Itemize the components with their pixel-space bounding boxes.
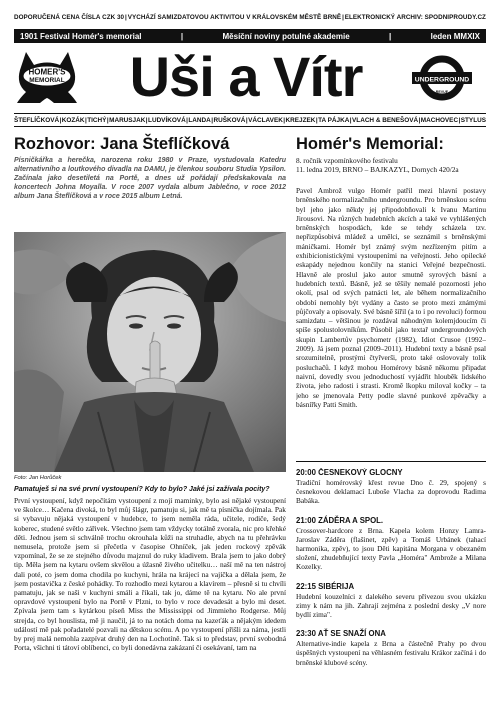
column-divider (296, 461, 486, 462)
interview-photo (14, 232, 286, 472)
nav-item[interactable]: KREJZEK (285, 116, 316, 124)
event-title: 22:15 SIBÉRIJA (296, 581, 355, 591)
contributors-nav (14, 113, 486, 127)
bar-separator: | (180, 31, 184, 41)
festival-venue: 11. ledna 2019, BRNO – BAJKAZYL, Dornych 420/2a (296, 165, 459, 175)
paper-subtitle: Měsíční noviny potulné akademie (222, 31, 350, 41)
nav-separator: | (458, 116, 461, 124)
nav-separator: | (145, 116, 148, 124)
event-item (296, 516, 486, 572)
event-text: Hudební kouzelníci z dalekého severu přivezou svou ukázku zimy k nám na jih. Zahrají zejména z poslední desky „V nore bydlí zima". (296, 591, 486, 620)
nav-separator: | (315, 116, 318, 124)
festival-edition: 8. ročník vzpomínkového festivalu (296, 156, 398, 165)
nav-separator: | (106, 116, 109, 124)
festival-headline: Homér's Memorial: (296, 135, 444, 153)
price-note: DOPORUČENÁ CENA ČÍSLA CZK 30 (14, 14, 125, 21)
nav-separator: | (211, 116, 214, 124)
top-strip (14, 14, 486, 26)
underground-roundel-logo (411, 52, 473, 104)
festival-label: 1901 Festival Homér's memorial (20, 31, 142, 41)
nav-item[interactable]: MACHOVEC (420, 116, 459, 124)
nav-item[interactable]: LANDA (188, 116, 211, 124)
nav-separator: | (283, 116, 286, 124)
nav-item[interactable]: ŠTEFLÍČKOVÁ (14, 116, 60, 124)
nav-item[interactable]: RUŠKOVÁ (213, 116, 246, 124)
nav-item[interactable]: MARUSJAK (109, 116, 146, 124)
nav-item[interactable]: TA PÁJKA (318, 116, 350, 124)
interview-headline: Rozhovor: Jana Šteflíčková (14, 135, 230, 153)
issue-date: leden MMXIX (430, 31, 480, 41)
nav-separator: | (245, 116, 248, 124)
header-bar (14, 29, 486, 43)
event-item (296, 582, 486, 620)
nav-separator: | (59, 116, 62, 124)
event-text: Alternative-indie kapela z Brna a částečně Prahy po dvou úspěšných vystoupení na věhlasném festivalu Krákor začíná i do brněnské klubové scény. (296, 639, 486, 667)
event-program (296, 468, 486, 704)
logo-text-bottom: MEMORIAL (29, 77, 65, 84)
event-title: 21:00 ZÁDĚRA A SPOL. (296, 515, 384, 525)
nav-item[interactable]: VLACH & BENEŠOVÁ (352, 116, 419, 124)
event-item (296, 468, 486, 506)
strip-separator: | (342, 14, 344, 21)
nav-separator: | (418, 116, 421, 124)
archive-note: ELEKTRONICKÝ ARCHIV: SPODNIPROUDY.CZ (344, 14, 486, 21)
event-text: Crossover-hardcore z Brna. Kapela kolem Honzy Lamra- Jaroslav Záděra (flašinet, zpěv) a Tomáš Urbánek (tahací harmonika, zpěv), to jsou Děti kapitána Morgana v obezaném složení, zhudebňující texty Pavla „Homéra" Ambrože a Milana Kozelky. (296, 525, 486, 572)
nav-item[interactable]: LUDVÍKOVÁ (148, 116, 186, 124)
nav-item[interactable]: KOZÁK (61, 116, 85, 124)
roundel-text: UNDERGROUND (414, 76, 470, 84)
interview-body: První vystoupení, když nepočítám vystoupení z mojí maminky, bylo asi nějaké vystoupení ve školce… Kačena divoká, to byl můj šlágr, pamatuju si, jak mě ta písnička dojímala. Pak si vybavuju nějaká vystoupení v hudebce, to jsem neměla ráda, učitele, rodiče, šedý koberec, studené světlo zářivek. Všechno jsem tam vždycky totálně zvorala, nic pro křehké děti. Jednou jsem si schválně trochu okrouhala kůži na struhadle, abych na tu přehrávku nemusela, protože jsem si přečetla v časopise Ohníček, jak jeden rockový zpěvák vzpomínal, že se ze stejného důvodu majznul do ruky kladivem. Brala jsem to jako dobrý tip. Měla jsem na kytaru ovšem skvělou a úžasně živého učitelku… naší mě na ten nástroj dali poté, co jsem doma chodila po kuchyni, hrála na krájecí na vajíčka a dělala jsem, že jsem postavička z české pohádky. To rozhodlo mezi kytarou a klavírem – přesně si tu chvíli pamatuju, jak se naši v kuchyni smáli a říkali, tak jo, dáme tě na kytaru. No ale první opravdové vystoupení bylo na Portě v Plzni, to bylo v roce devadesát a bylo mi deset. Zpívala jsem tam s kytárkou píseň Miss the Mississippi od Jimmieho Rodgerse. Můj strejda, co byl houslista, mě ji naučil, já to na notách doma na kazeťák a nějakým idedem událostí mě pak pořadatelé pozvali na dětskou scénu. A po vystoupení přišli za náma, jestli by prej malá nemohla zazpívat druhý den na Lochotíně. Tak si to představ, první svobodná Porta, všichni ti tátoví oblíbenci, co byli donedávna zakázaní či osekávaní, tam na (14, 496, 286, 653)
event-item (296, 629, 486, 667)
interview-lead: Písničkářka a herečka, narozena roku 1980 v Praze, vystudovala Katedru alternativního a loutkového divadla na DAMU, je členkou souboru Studia Ypsilon. Začínala jako desetiletá na Portě, a dnes už pořádají předskakovala na koncertech Johna Moyalla. V roce 2007 vydala album Jablečno, v roce 2012 album Jana Šteflíčková a v roce 2015 album Letná. (14, 157, 286, 200)
photo-caption: Foto: Jan Horůček (14, 475, 62, 481)
event-text: Tradiční homérovský křest revue Dno č. 29, spojený s česnekovou deklamací Luboše Vlacha za doprovodu Radima Babáka. (296, 478, 486, 506)
logo-text-top: HOMER'S (28, 67, 66, 77)
masthead-title: Uši a Vítr (129, 45, 363, 108)
festival-body: Pavel Ambrož vulgo Homér patřil mezi hlavní postavy brněnského normalizačního undergroundu. Pro brněnskou scénu byl jeho jako někdy jej připodobňovali k Ivanu Martinu Jirousovi. Na různých hudebních akcích a také ve vyhlášených brněnských hospodách, kde se tehdy scházela tzv. nepřizpůsobivá mládež a umělci, se seznámil s brněnskými máničkami. Homér byl známý svým nezřízeným pitím a exhibicionistickými vystoupeními na veřejnosti. Jeho opilecké eskapády nejednou končily na stanici Veřejné bezpečnosti. Hlavně ale proslul jako autor smutně syrových básní a hudebních textů. Básně, jež se těšily nemalé pozornosti jeho okolí, psal od svých patnácti let, ale během normalizačního období nemohly být vydány a často se proto mezi známými půjčovaly a opisovaly. Své básně šířil (a to i po revoluci) formou samizdatu – většinou je rozdával náhodným kolemjdoucím či spíše spolustolovníkům. Působil jako textař undergroundových skupin Lambertův psychometr (1982), Idiot Crusoe (1992–2009). Já jsem poznal (2009–2011). Hudební texty a básně psal srozumitelně, prostými čtyřverši, proto také oslovovaly tolik posluchačů. I když mohou Homérovy básně někomu připadat naivní, dovedly svou jednoduchostí vyjádřit hlouběk lidského života, jeho radosti i strasti. Kromě lkopku miloval kočky – ta jeho se jmenovala Petty podle slavné punkové zpěvačky a básnířky Patti Smith. (296, 186, 486, 409)
event-title: 23:30 AŤ SE SNAŽÍ ONA (296, 629, 386, 639)
homers-memorial-cat-logo (14, 48, 80, 104)
nav-separator: | (84, 116, 87, 124)
strip-separator: | (125, 14, 127, 21)
nav-item[interactable]: VÁCLAVEK (248, 116, 283, 124)
event-title: 20:00 ČESNEKOVÝ GLOCNY (296, 468, 403, 477)
interview-question: Pamatuješ si na své první vystoupení? Kdy to bylo? Jaké jsi zažívala pocity? (14, 486, 270, 493)
nav-item[interactable]: TICHÝ (87, 116, 107, 124)
nav-item[interactable]: STYLUS (460, 116, 486, 124)
nav-separator: | (186, 116, 188, 124)
nav-separator: | (349, 116, 352, 124)
bar-separator: | (389, 31, 392, 41)
festival-info (296, 156, 486, 174)
roundel-subtext: REVUE (435, 90, 449, 94)
publisher-note: VYCHÁZÍ SAMIZDATOVOU AKTIVITOU V KRÁLOVSKÉM MĚSTĚ BRNĚ (127, 14, 342, 21)
